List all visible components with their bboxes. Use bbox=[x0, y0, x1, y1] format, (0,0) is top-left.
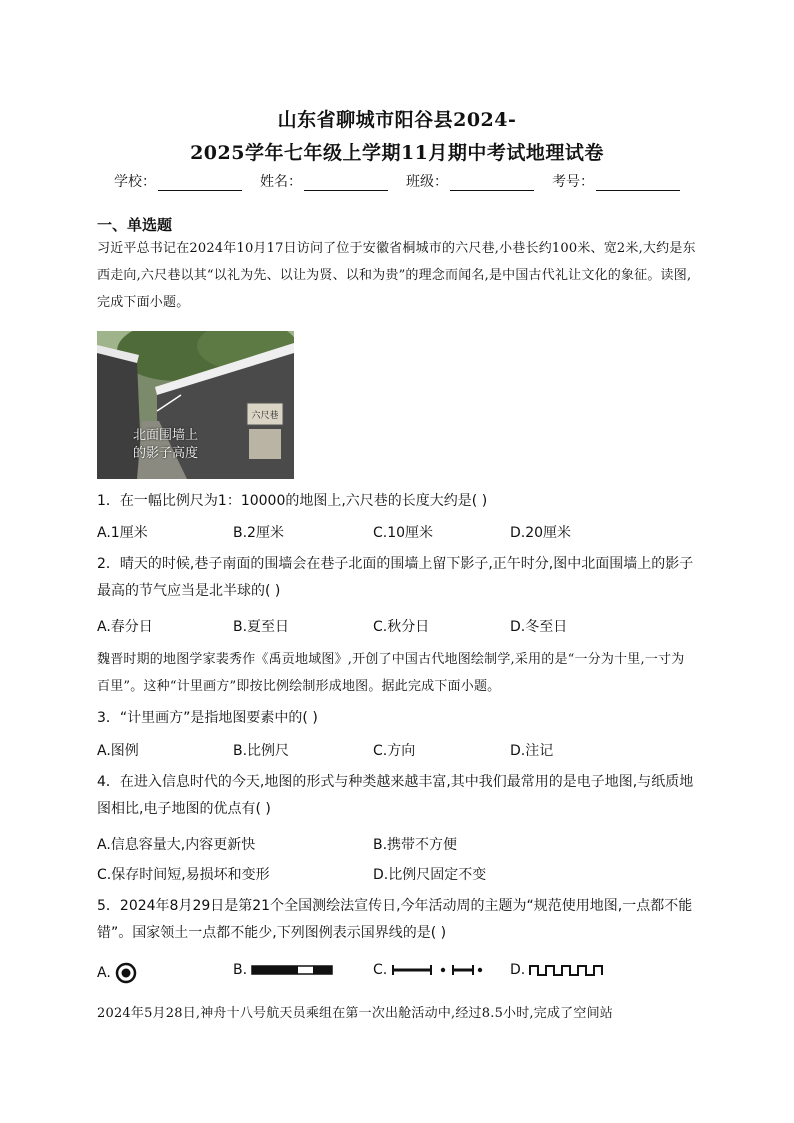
name-blank[interactable] bbox=[304, 176, 388, 191]
q1-option-a[interactable]: A.1厘米 bbox=[97, 525, 148, 541]
q5-option-a[interactable]: A. bbox=[97, 962, 137, 984]
passage-3: 2024年5月28日,神舟十八号航天员乘组在第一次出舱活动中,经过8.5小时,完成了空间站 bbox=[97, 1006, 613, 1021]
q2-option-b[interactable]: B.夏至日 bbox=[233, 619, 290, 635]
passage-1: 习近平总书记在2024年10月17日访问了位于安徽省桐城市的六尺巷,小巷长约100米、宽2米,大约是东西走向,六尺巷以其“以礼为先、以让为贤、以和为贵”的理念而闻名,是中国古代礼让文化的象征。读图,完成下面小题。 bbox=[97, 241, 696, 310]
q3-option-b[interactable]: B.比例尺 bbox=[233, 743, 290, 759]
q2-option-a[interactable]: A.春分日 bbox=[97, 619, 153, 635]
question-5-options bbox=[97, 962, 697, 984]
question-1: 1．在一幅比例尺为1：10000的地图上,六尺巷的长度大约是( ) bbox=[97, 493, 488, 509]
sign-text: 六尺巷 bbox=[251, 411, 279, 421]
student-info-row bbox=[0, 171, 794, 191]
question-4: 4．在进入信息时代的今天,地图的形式与种类越来越丰富,其中我们最常用的是电子地图,与纸质地图相比,电子地图的优点有( ) bbox=[97, 774, 694, 817]
exam-number-field: 考号： bbox=[552, 171, 680, 191]
q4-option-d[interactable]: D.比例尺固定不变 bbox=[373, 867, 487, 883]
q4-option-a[interactable]: A.信息容量大,内容更新快 bbox=[97, 837, 256, 853]
exam-title-line1: 山东省聊城市阳谷县2024- bbox=[277, 109, 517, 131]
railway-symbol-icon bbox=[251, 964, 333, 976]
school-blank[interactable] bbox=[158, 176, 242, 191]
q2-option-d[interactable]: D.冬至日 bbox=[510, 619, 568, 635]
q4-option-b[interactable]: B.携带不方便 bbox=[373, 837, 458, 853]
passage-2: 魏晋时期的地图学家裴秀作《禹贡地域图》,开创了中国古代地图绘制学,采用的是“一分为十里,一寸为百里”。这种“计里画方”即按比例绘制形成地图。据此完成下面小题。 bbox=[97, 652, 685, 694]
q3-option-c[interactable]: C.方向 bbox=[373, 743, 416, 759]
section-title: 一、单选题 bbox=[97, 216, 173, 234]
exam-number-blank[interactable] bbox=[596, 176, 680, 191]
boundary-line-symbol-icon bbox=[391, 964, 483, 976]
name-field: 姓名： bbox=[260, 171, 388, 191]
q4-option-c[interactable]: C.保存时间短,易损坏和变形 bbox=[97, 867, 270, 883]
class-field: 班级： bbox=[406, 171, 534, 191]
q3-option-a[interactable]: A.图例 bbox=[97, 743, 139, 759]
school-field: 学校： bbox=[114, 171, 242, 191]
q1-option-d[interactable]: D.20厘米 bbox=[510, 525, 572, 541]
capital-symbol-icon bbox=[115, 962, 137, 984]
q5-option-b[interactable]: B. bbox=[233, 962, 333, 978]
photo-caption: 北面围墙上 的影子高度 bbox=[133, 428, 199, 461]
q2-option-c[interactable]: C.秋分日 bbox=[373, 619, 430, 635]
question-5: 5．2024年8月29日是第21个全国测绘法宣传日,今年活动周的主题为“规范使用地图,一点都不能错”。国家领土一点都不能少,下列图例表示国界线的是( ) bbox=[97, 898, 693, 941]
question-3: 3．“计里画方”是指地图要素中的( ) bbox=[97, 710, 318, 726]
q5-option-d[interactable]: D. bbox=[510, 962, 603, 978]
exam-title-line2: 2025学年七年级上学期11月期中考试地理试卷 bbox=[190, 142, 604, 164]
q3-option-d[interactable]: D.注记 bbox=[510, 743, 554, 759]
liuchi-alley-photo bbox=[97, 331, 294, 479]
wall-symbol-icon bbox=[529, 963, 603, 977]
q1-option-b[interactable]: B.2厘米 bbox=[233, 525, 284, 541]
q5-option-c[interactable]: C. bbox=[373, 962, 483, 978]
class-blank[interactable] bbox=[450, 176, 534, 191]
q1-option-c[interactable]: C.10厘米 bbox=[373, 525, 434, 541]
question-2: 2．晴天的时候,巷子南面的围墙会在巷子北面的围墙上留下影子,正午时分,图中北面围墙上的影子最高的节气应当是北半球的( ) bbox=[97, 556, 694, 599]
